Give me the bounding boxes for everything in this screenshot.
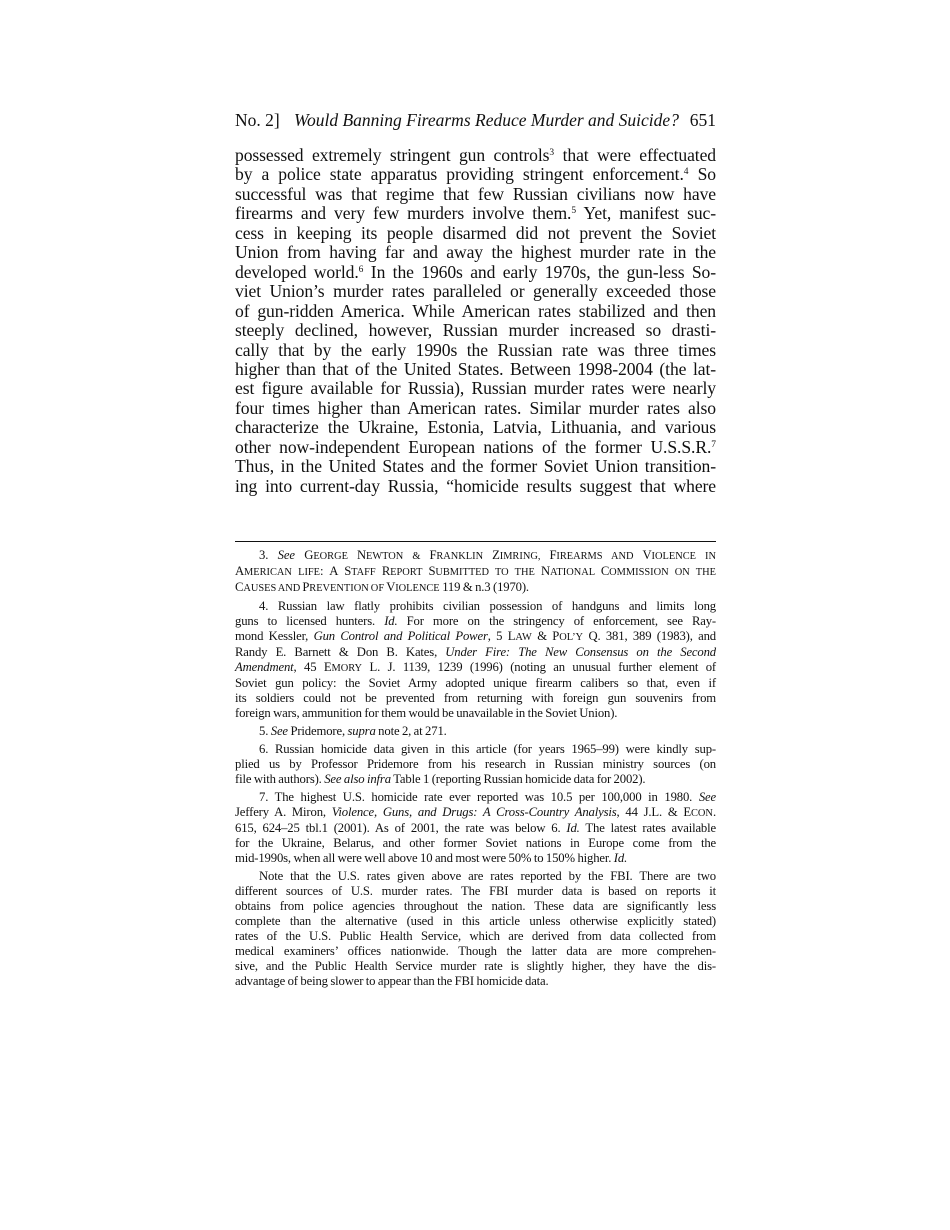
body-line: Union from having far and away the highest murder rate in the [235, 242, 716, 263]
footnote-reference: 3 [549, 148, 555, 158]
body-line: characterize the Ukraine, Estonia, Latvia, Lithuania, and various [235, 417, 716, 438]
body-line: developed world.$^6$ In the 1960s and early 1970s, the gun-less So- [235, 261, 716, 282]
article-title: Would Banning Firearms Reduce Murder and Suicide? [294, 110, 679, 130]
footnote-reference: 5 [571, 206, 577, 217]
body-line: est figure available for Russia), Russian murder rates were nearly [235, 378, 716, 399]
footnote-4: 4. Russian law flatly prohibits civilian possession of handguns and limits long guns to licensed hunters. Id. For more on the stringency of enforcement, see Ray- mond Kessler, Gun Control and Political Power, 5 LAW & POL’Y Q. 381, 389 (1983), and Randy E. Barnett & Don B. Kates, Under Fire: The New Consensus on the Second Amendment, 45 EMORY L. J. 1139, 1239 (1996) (noting an unusual further element of Soviet gun policy: the Soviet Army adopted unique firearm calibers so that, even if its soldiers could not be prevented from returning with foreign gun souvenirs from foreign wars, ammunition for them would be unavailable in the Soviet Union). [235, 599, 717, 721]
body-line: possessed extremely stringent gun controls$^3$ that were effectuated [235, 145, 717, 165]
running-header [235, 108, 716, 132]
footnote-reference: 4 [683, 167, 689, 178]
page-number: 651 [689, 110, 716, 130]
footnote-5: 5. See Pridemore, supra note 2, at 271. [259, 724, 447, 739]
body-line: steeply declined, however, Russian murder increased so drasti- [235, 320, 716, 341]
footnote-7: 7. The highest U.S. homicide rate ever reported was 10.5 per 100,000 in 1980. See Jeffery A. Miron, Violence, Guns, and Drugs: A Cross-Country Analysis, 44 J.L. & ECON. 615, 624–25 tbl.1 (2001). As of 2001, the rate was below 6. Id. The latest rates available for the Ukraine, Belarus, and other former Soviet nations in Europe come from the mid-1990s, when all were well above 10 and most were 50% to 150% higher. Id. [235, 790, 716, 866]
body-line: by a police state apparatus providing stringent enforcement.$^4$ So [235, 164, 716, 185]
body-line: other now-independent European nations of the former U.S.S.R.$^7$ [235, 436, 716, 457]
footnote-7-note: Note that the U.S. rates given above are rates reported by the FBI. There are two different sources of U.S. murder rates. The FBI murder data is based on reports it obtains from police agencies throughout the nation. These data are significantly less complete than the alternative (used in this article unless otherwise explicitly stated) rates of the U.S. Public Health Service, which are derived from data collected from medical examiners’ offices nationwide. Though the latter data are more comprehen- sive, and the Public Health Service murder rate is slightly higher, they have the dis- advantage of being slower to appear than the FBI homicide data. [235, 869, 716, 989]
footnote-divider [235, 541, 716, 542]
footnote-6: 6. Russian homicide data given in this article (for years 1965–99) were kindly sup- plied us by Professor Pridemore from his research in Russian ministry sources (on file with authors). See also infra Table 1 (reporting Russian homicide data for 2002). [235, 742, 716, 787]
body-line: ing into current-day Russia, “homicide results suggest that where [235, 475, 716, 496]
body-line: four times higher than American rates. Similar murder rates also [235, 397, 716, 418]
footnote-reference: 6 [358, 264, 364, 275]
body-line: successful was that regime that few Russian civilians now have [235, 183, 716, 204]
footnote-reference: 7 [711, 439, 716, 450]
body-line: cess in keeping its people disarmed did not prevent the Soviet [235, 222, 716, 243]
body-line: higher than that of the United States. Between 1998-2004 (the lat- [235, 358, 716, 379]
footnotes [235, 548, 716, 993]
body-line: cally that by the early 1990s the Russian rate was three times [235, 339, 716, 360]
issue-number: No. 2] [235, 110, 280, 130]
body-line: of gun-ridden America. While American rates stabilized and then [235, 300, 716, 321]
footnote-3: 3. See GEORGE NEWTON & FRANKLIN ZIMRING, FIREARMS AND VIOLENCE IN AMERICAN LIFE: A STAFF REPORT SUBMITTED TO THE NATIONAL COMMISSION ON THE CAUSES AND PREVENTION OF VIOLENCE 119 & n.3 (1970). [235, 548, 716, 594]
body-line: firearms and very few murders involve them.$^5$ Yet, manifest suc- [235, 203, 716, 224]
body-line: Thus, in the United States and the former Soviet Union transition- [235, 456, 716, 477]
body-line: viet Union’s murder rates paralleled or generally exceeded those [235, 281, 716, 302]
body-paragraph [235, 146, 716, 496]
